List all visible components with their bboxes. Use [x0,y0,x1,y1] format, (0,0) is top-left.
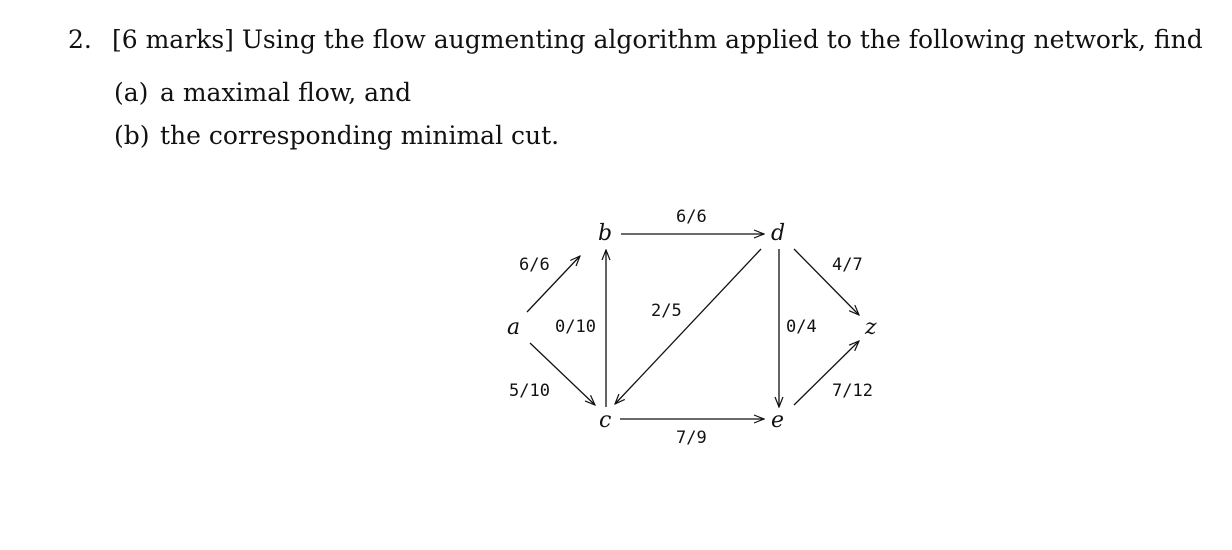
question-text: [6 marks] Using the flow augmenting algorithm applied to the following network, find [112,25,1203,54]
node-b: b [598,221,613,246]
edge-label-b-d: 6/6 [676,207,707,227]
edge-label-d-e: 0/4 [786,317,817,337]
node-a: a [507,315,521,340]
node-c: c [599,408,612,433]
edge-label-c-e: 7/9 [676,428,707,448]
part-b-text: the corresponding minimal cut. [160,121,560,150]
edge-label-e-z: 7/12 [832,381,873,401]
edge-label-d-c: 2/5 [651,301,682,321]
edge-label-c-b: 0/10 [555,317,596,337]
edge-label-d-z: 4/7 [832,255,863,275]
question-number: 2. [68,25,92,54]
part-b-label: (b) [114,121,150,150]
edge-label-a-c: 5/10 [509,381,550,401]
node-z: z [865,315,877,340]
part-a-label: (a) [114,78,149,107]
edge-label-a-b: 6/6 [519,255,550,275]
part-a-text: a maximal flow, and [160,78,412,107]
node-e: e [771,408,785,433]
node-d: d [771,221,786,246]
edge-d-c [615,249,761,404]
